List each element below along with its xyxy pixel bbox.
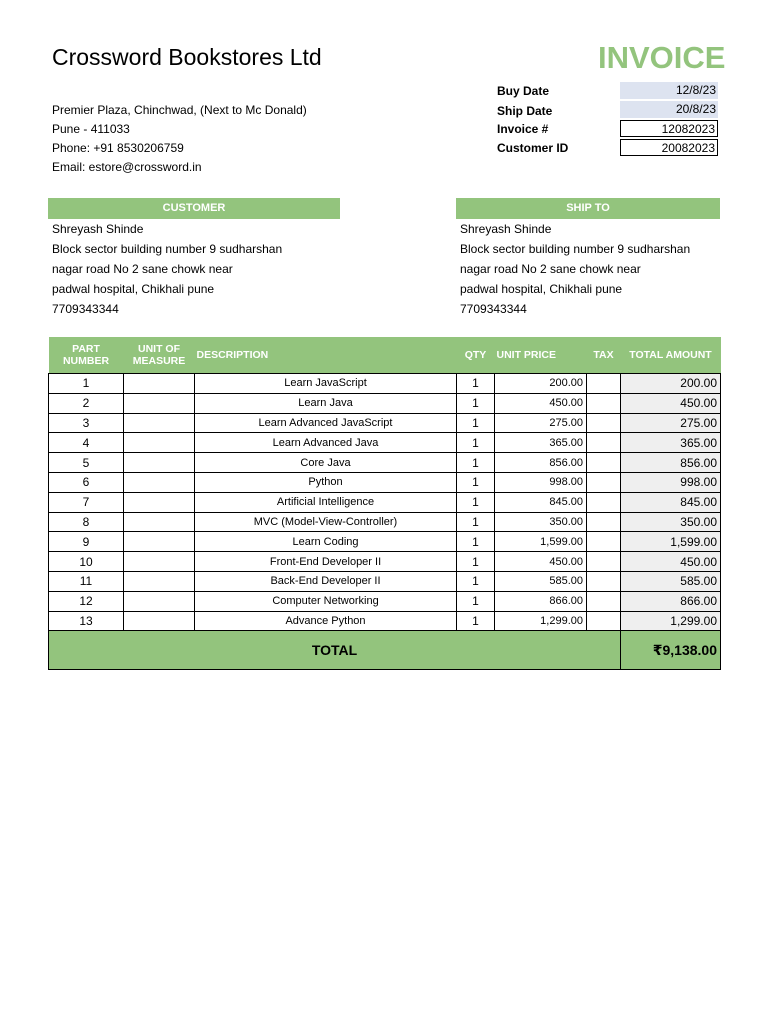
total-amount-cell: 585.00 [621,571,721,591]
part-number-cell: 10 [49,552,124,572]
company-name: Crossword Bookstores Ltd [52,44,322,70]
total-amount-cell: 998.00 [621,472,721,492]
unit-price-cell: 866.00 [495,591,587,611]
qty-cell: 1 [457,472,495,492]
description-cell: Core Java [195,453,457,473]
uom-cell [124,453,195,473]
qty-cell: 1 [457,532,495,552]
tax-cell [587,492,621,512]
unit-price-cell: 845.00 [495,492,587,512]
total-label: TOTAL [49,631,621,670]
invoice-number-label: Invoice # [497,122,549,136]
ship-to-name: Shreyash Shinde [460,222,552,236]
invoice-title: INVOICE [598,40,726,75]
customer-address-line2: nagar road No 2 sane chowk near [52,262,233,276]
part-number-cell: 6 [49,472,124,492]
description-cell: Advance Python [195,611,457,631]
part-number-cell: 1 [49,374,124,394]
table-row [49,552,721,572]
unit-price-cell: 1,599.00 [495,532,587,552]
tax-cell [587,571,621,591]
company-address-line1: Premier Plaza, Chinchwad, (Next to Mc Donald) [52,103,307,117]
tax-cell [587,472,621,492]
table-header-row [49,337,721,374]
unit-price-cell: 275.00 [495,413,587,433]
tax-cell [587,552,621,572]
qty-cell: 1 [457,413,495,433]
table-row [49,453,721,473]
tax-cell [587,512,621,532]
total-amount-cell: 856.00 [621,453,721,473]
qty-cell: 1 [457,433,495,453]
description-cell: Back-End Developer II [195,571,457,591]
uom-cell [124,552,195,572]
total-amount-cell: 1,599.00 [621,532,721,552]
table-row [49,492,721,512]
total-amount-cell: 350.00 [621,512,721,532]
part-number-cell: 2 [49,393,124,413]
total-row [49,631,721,670]
unit-price-cell: 856.00 [495,453,587,473]
total-amount-cell: 365.00 [621,433,721,453]
part-number-cell: 3 [49,413,124,433]
ship-date-label: Ship Date [497,104,553,118]
part-number-cell: 8 [49,512,124,532]
uom-cell [124,512,195,532]
ship-date-value: 20/8/23 [620,101,718,118]
description-cell: Learn Advanced JavaScript [195,413,457,433]
qty-cell: 1 [457,552,495,572]
col-unit-of-measure: UNIT OF MEASURE [124,337,195,374]
uom-cell [124,611,195,631]
table-row [49,611,721,631]
company-address-line2: Pune - 411033 [52,122,130,136]
total-amount-cell: 845.00 [621,492,721,512]
table-row [49,532,721,552]
part-number-cell: 9 [49,532,124,552]
customer-heading: CUSTOMER [48,198,340,219]
description-cell: Learn Advanced Java [195,433,457,453]
customer-name: Shreyash Shinde [52,222,144,236]
tax-cell [587,611,621,631]
tax-cell [587,393,621,413]
ship-to-address-line2: nagar road No 2 sane chowk near [460,262,641,276]
unit-price-cell: 200.00 [495,374,587,394]
customer-id-value: 20082023 [620,139,718,156]
part-number-cell: 11 [49,571,124,591]
uom-cell [124,571,195,591]
tax-cell [587,591,621,611]
tax-cell [587,453,621,473]
unit-price-cell: 450.00 [495,552,587,572]
uom-cell [124,433,195,453]
part-number-cell: 12 [49,591,124,611]
qty-cell: 1 [457,591,495,611]
qty-cell: 1 [457,512,495,532]
uom-cell [124,532,195,552]
table-row [49,393,721,413]
customer-id-label: Customer ID [497,141,569,155]
col-unit-price: UNIT PRICE [495,337,587,374]
col-tax: TAX [587,337,621,374]
ship-to-phone: 7709343344 [460,302,527,316]
table-row [49,512,721,532]
tax-cell [587,532,621,552]
unit-price-cell: 450.00 [495,393,587,413]
tax-cell [587,374,621,394]
qty-cell: 1 [457,571,495,591]
description-cell: Learn Java [195,393,457,413]
table-row [49,374,721,394]
part-number-cell: 7 [49,492,124,512]
tax-cell [587,413,621,433]
unit-price-cell: 350.00 [495,512,587,532]
table-row [49,413,721,433]
description-cell: Python [195,472,457,492]
uom-cell [124,472,195,492]
total-amount-cell: 275.00 [621,413,721,433]
qty-cell: 1 [457,374,495,394]
total-amount-cell: 200.00 [621,374,721,394]
description-cell: Learn JavaScript [195,374,457,394]
ship-to-heading: SHIP TO [456,198,720,219]
total-amount-cell: 1,299.00 [621,611,721,631]
total-amount-cell: 450.00 [621,393,721,413]
ship-to-address-line1: Block sector building number 9 sudharshan [460,242,691,256]
buy-date-label: Buy Date [497,84,550,98]
items-table [48,337,721,670]
unit-price-cell: 998.00 [495,472,587,492]
col-part-number: PART NUMBER [49,337,124,374]
qty-cell: 1 [457,492,495,512]
unit-price-cell: 1,299.00 [495,611,587,631]
part-number-cell: 13 [49,611,124,631]
uom-cell [124,413,195,433]
col-description: DESCRIPTION [195,337,457,374]
unit-price-cell: 585.00 [495,571,587,591]
uom-cell [124,374,195,394]
qty-cell: 1 [457,611,495,631]
part-number-cell: 5 [49,453,124,473]
qty-cell: 1 [457,393,495,413]
col-total-amount: TOTAL AMOUNT [621,337,721,374]
table-row [49,433,721,453]
customer-phone: 7709343344 [52,302,119,316]
total-value: ₹9,138.00 [621,631,721,670]
customer-address-line1: Block sector building number 9 sudharshan [52,242,283,256]
uom-cell [124,591,195,611]
ship-to-address-line3: padwal hospital, Chikhali pune [460,282,623,296]
company-email: Email: estore@crossword.in [52,160,202,174]
qty-cell: 1 [457,453,495,473]
description-cell: Learn Coding [195,532,457,552]
unit-price-cell: 365.00 [495,433,587,453]
description-cell: Front-End Developer II [195,552,457,572]
col-qty: QTY [457,337,495,374]
description-cell: MVC (Model-View-Controller) [195,512,457,532]
tax-cell [587,433,621,453]
total-amount-cell: 450.00 [621,552,721,572]
description-cell: Artificial Intelligence [195,492,457,512]
part-number-cell: 4 [49,433,124,453]
company-phone: Phone: +91 8530206759 [52,141,184,155]
table-row [49,472,721,492]
invoice-number-value: 12082023 [620,120,718,137]
customer-address-line3: padwal hospital, Chikhali pune [52,282,215,296]
total-amount-cell: 866.00 [621,591,721,611]
table-row [49,571,721,591]
uom-cell [124,393,195,413]
table-row [49,591,721,611]
buy-date-value: 12/8/23 [620,82,718,99]
description-cell: Computer Networking [195,591,457,611]
uom-cell [124,492,195,512]
